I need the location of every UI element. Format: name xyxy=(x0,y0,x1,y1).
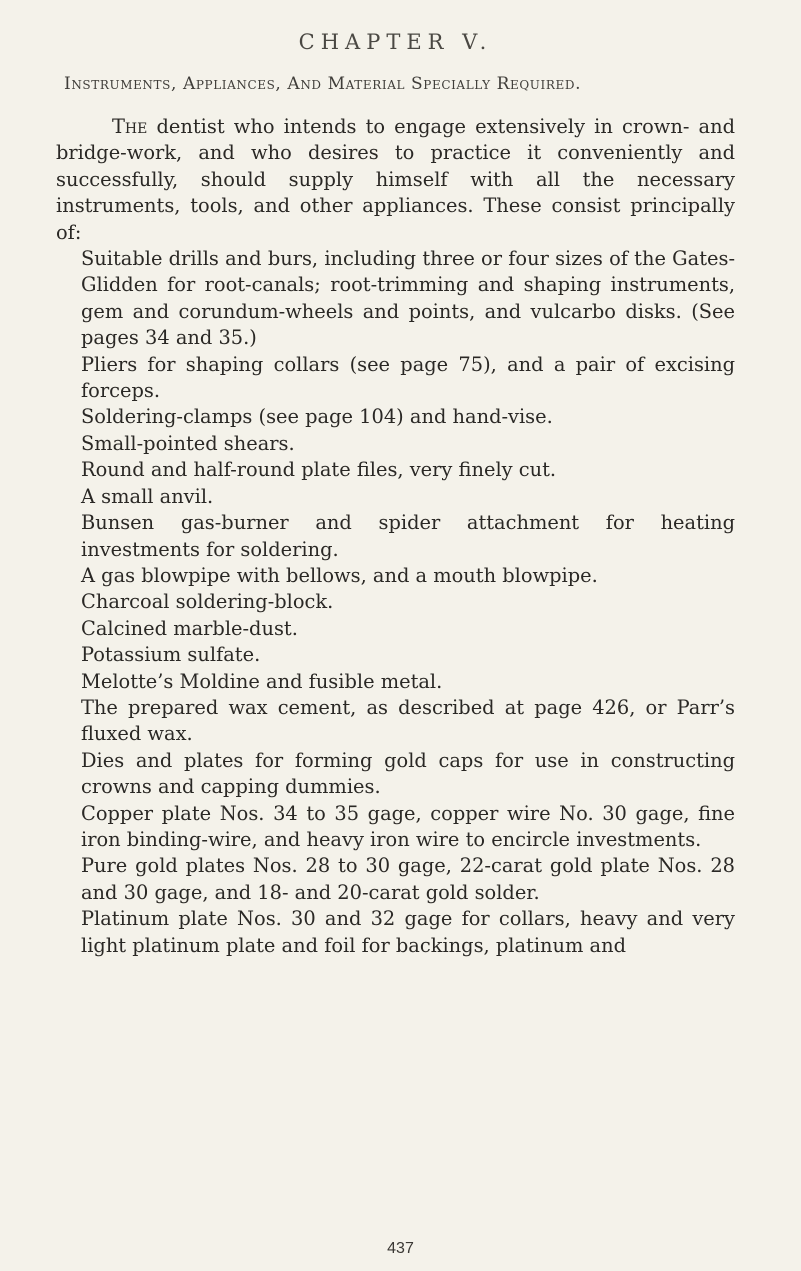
list-item: Pliers for shaping collars (see page 75), and a pair of excising forceps. xyxy=(81,352,735,403)
page-number: 437 xyxy=(387,1240,414,1257)
list-item: Melotte’s Moldine and fusible metal. xyxy=(81,669,443,693)
list-item: Copper plate Nos. 34 to 35 gage, copper wire No. 30 gage, fine iron binding-wire, and heavy iron wire to encircle investments. xyxy=(81,801,735,851)
list-item: Platinum plate Nos. 30 and 32 gage for collars, heavy and very light platinum plate and foil for backings, platinum and xyxy=(81,907,735,957)
list-item: A gas blowpipe with bellows, and a mouth blowpipe. xyxy=(81,563,598,587)
list-item: Suitable drills and burs, including three or four sizes of the Gates-Glidden for root-canals; root-trimming and shaping instruments, gem and corundum-wheels and points, and vulcarbo disks. (See pages 34 and 35.) xyxy=(81,247,735,350)
supply-list-wrapper xyxy=(56,246,735,959)
list-item: Potassium sulfate. xyxy=(81,643,261,667)
chapter-subtitle: Instruments, Appliances, And Material Specially Required. xyxy=(64,74,582,94)
list-item: Soldering-clamps (see page 104) and hand-vise. xyxy=(81,405,553,429)
chapter-heading: CHAPTER V. xyxy=(298,30,493,54)
list-item: Charcoal soldering-block. xyxy=(81,590,334,614)
list-item: Round and half-round plate files, very finely cut. xyxy=(81,458,557,482)
supply-list xyxy=(81,246,735,959)
list-item: Small-pointed shears. xyxy=(81,431,295,455)
intro-lead-word: The xyxy=(112,115,148,138)
list-item: Bunsen gas-burner and spider attachment for heating investments for soldering. xyxy=(81,511,735,561)
intro-text: dentist who intends to engage extensively in crown- and bridge-work, and who desires to practice it conveniently and successfully, should supply himself with all the necessary instruments, tools, and other appliances. These consist principally of: xyxy=(56,115,735,244)
list-item: The prepared wax cement, as described at page 426, or Parr’s fluxed wax. xyxy=(81,695,735,746)
list-item: Pure gold plates Nos. 28 to 30 gage, 22-carat gold plate Nos. 28 and 30 gage, and 18- and 20-carat gold solder. xyxy=(81,854,735,904)
list-item: Calcined marble-dust. xyxy=(81,616,298,640)
intro-paragraph xyxy=(56,114,735,246)
list-item: A small anvil. xyxy=(81,484,214,508)
list-item: Dies and plates for forming gold caps for use in constructing crowns and capping dummies. xyxy=(81,748,735,799)
